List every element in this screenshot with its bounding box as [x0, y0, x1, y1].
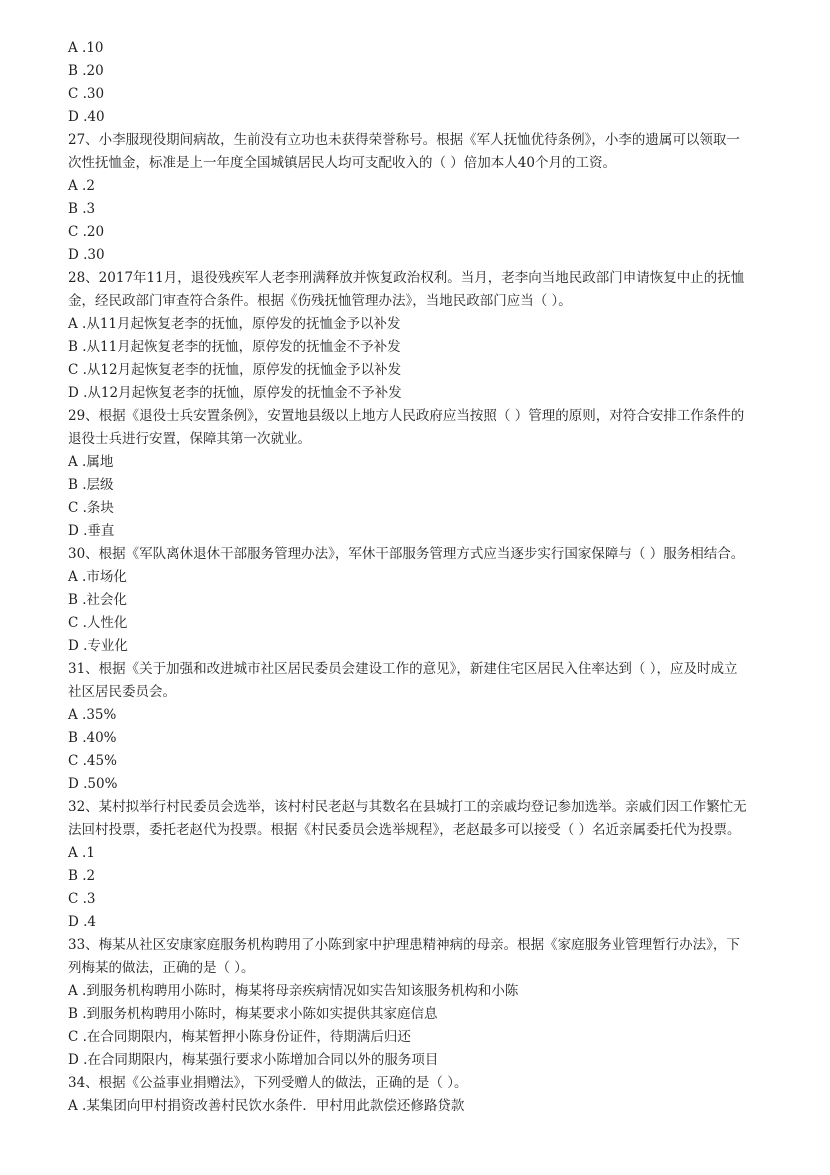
- answer-option: D .专业化: [68, 638, 128, 654]
- answer-option: A .35%: [68, 707, 117, 723]
- answer-option: A .某集团向甲村捐资改善村民饮水条件．甲村用此款偿还修路贷款: [68, 1098, 465, 1114]
- answer-option: B .层级: [68, 477, 114, 493]
- question-stem: 28、2017年11月，退役残疾军人老李刑满释放并恢复政治权利。当月，老李向当地民政部门申请恢复中止的抚恤: [68, 270, 745, 286]
- answer-option: C .20: [68, 224, 105, 240]
- answer-option: B .40%: [68, 730, 117, 746]
- answer-option: D .40: [68, 109, 105, 125]
- answer-option: B .从11月起恢复老李的抚恤，原停发的抚恤金不予补发: [68, 339, 401, 355]
- answer-option: D .垂直: [68, 523, 115, 539]
- question-stem: 27、小李服现役期间病故，生前没有立功也未获得荣誉称号。根据《军人抚恤优待条例》，小李的遗属可以领取一: [68, 132, 740, 148]
- answer-option: A .1: [68, 845, 95, 861]
- answer-option: A .10: [68, 40, 104, 56]
- answer-option: C .人性化: [68, 615, 128, 631]
- answer-option: B .20: [68, 63, 104, 79]
- question-stem: 34、根据《公益事业捐赠法》，下列受赠人的做法，正确的是（ ）。: [68, 1075, 468, 1091]
- question-stem: 社区居民委员会。: [68, 684, 176, 700]
- answer-option: B .社会化: [68, 592, 128, 608]
- answer-option: D .在合同期限内，梅某强行要求小陈增加合同以外的服务项目: [68, 1052, 439, 1068]
- answer-option: C .45%: [68, 753, 117, 769]
- answer-option: C .条块: [68, 500, 114, 516]
- question-stem: 33、梅某从社区安康家庭服务机构聘用了小陈到家中护理患精神病的母亲。根据《家庭服务业管理暂行办法》，下: [68, 937, 740, 953]
- answer-option: C .在合同期限内，梅某暂押小陈身份证件，待期满后归还: [68, 1029, 411, 1045]
- question-stem: 金，经民政部门审查符合条件。根据《伤残抚恤管理办法》，当地民政部门应当（ ）。: [68, 293, 572, 309]
- answer-option: B .3: [68, 201, 96, 217]
- answer-option: B .2: [68, 868, 96, 884]
- question-stem: 列梅某的做法，正确的是（ ）。: [68, 960, 255, 976]
- answer-option: A .2: [68, 178, 95, 194]
- question-stem: 29、根据《退役士兵安置条例》，安置地县级以上地方人民政府应当按照（ ）管理的原则，对符合安排工作条件的: [68, 408, 745, 424]
- answer-option: D .30: [68, 247, 105, 263]
- answer-option: A .到服务机构聘用小陈时，梅某将母亲疾病情况如实告知该服务机构和小陈: [68, 983, 519, 999]
- answer-option: D .50%: [68, 776, 118, 792]
- answer-option: C .从12月起恢复老李的抚恤，原停发的抚恤金予以补发: [68, 362, 402, 378]
- question-stem: 32、某村拟举行村民委员会选举，该村村民老赵与其数名在县城打工的亲戚均登记参加选举。亲戚们因工作繁忙无: [68, 799, 747, 815]
- answer-option: A .属地: [68, 454, 114, 470]
- question-stem: 法回村投票，委托老赵代为投票。根据《村民委员会选举规程》，老赵最多可以接受（ ）名近亲属委托代为投票。: [68, 822, 741, 838]
- answer-option: C .30: [68, 86, 105, 102]
- answer-option: B .到服务机构聘用小陈时，梅某要求小陈如实提供其家庭信息: [68, 1006, 438, 1022]
- answer-option: A .从11月起恢复老李的抚恤，原停发的抚恤金予以补发: [68, 316, 401, 332]
- answer-option: C .3: [68, 891, 96, 907]
- answer-option: A .市场化: [68, 569, 127, 585]
- question-stem: 退役士兵进行安置，保障其第一次就业。: [68, 431, 311, 447]
- answer-option: D .从12月起恢复老李的抚恤，原停发的抚恤金不予补发: [68, 385, 402, 401]
- question-stem: 31、根据《关于加强和改进城市社区居民委员会建设工作的意见》，新建住宅区居民入住率达到（ ），应及时成立: [68, 661, 738, 677]
- document-page: [68, 37, 788, 1118]
- answer-option: D .4: [68, 914, 96, 930]
- question-stem: 30、根据《军队离休退休干部服务管理办法》，军休干部服务管理方式应当逐步实行国家保障与（ ）服务相结合。: [68, 546, 745, 562]
- question-stem: 次性抚恤金，标准是上一年度全国城镇居民人均可支配收入的（ ）倍加本人40个月的工资。: [68, 155, 616, 171]
